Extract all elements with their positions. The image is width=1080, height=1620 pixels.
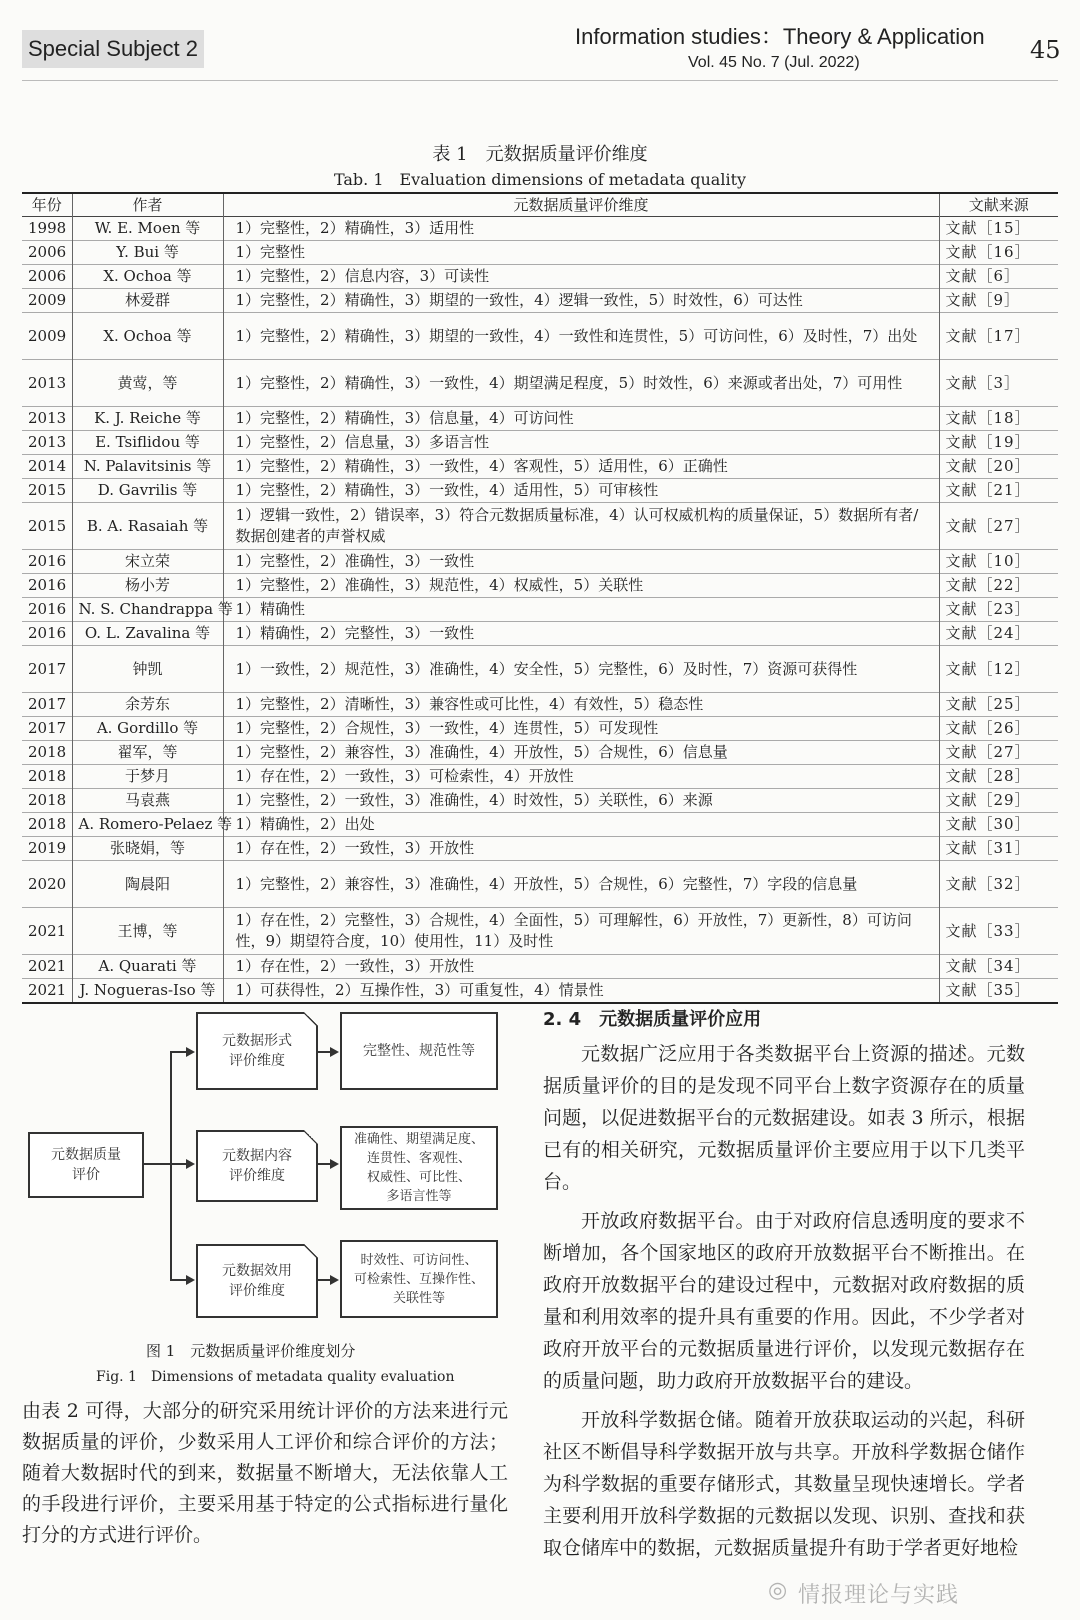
cell-year: 2006 <box>22 241 72 265</box>
cell-dimensions: 1）完整性，2）合规性，3）一致性，4）连贯性，5）可发现性 <box>223 717 939 741</box>
table-row <box>22 574 1058 598</box>
cell-year: 2015 <box>22 479 72 503</box>
cell-dimensions: 1）完整性，2）精确性，3）一致性，4）客观性，5）适用性，6）正确性 <box>223 455 939 479</box>
diagram-arrow <box>330 1275 339 1285</box>
cell-dimensions: 1）完整性，2）兼容性，3）准确性，4）开放性，5）合规性，6）信息量 <box>223 741 939 765</box>
diagram-detail-content-text: 准确性、期望满足度、 连贯性、客观性、 权威性、可比性、 多语言性等 <box>353 1132 484 1204</box>
diagram-connector <box>142 1163 170 1165</box>
table-header-row <box>22 193 1058 217</box>
cell-author: D. Gavrilis 等 <box>72 479 223 503</box>
cell-author: 杨小芳 <box>72 574 223 598</box>
cell-author: N. Palavitsinis 等 <box>72 455 223 479</box>
table-row <box>22 979 1058 1004</box>
table-caption-cn: 表 1 元数据质量评价维度 <box>432 144 648 165</box>
cell-dimensions: 1）完整性，2）精确性，3）一致性，4）适用性，5）可审核性 <box>223 479 939 503</box>
cell-dimensions: 1）完整性，2）信息量，3）多语言性 <box>223 431 939 455</box>
cell-year: 2017 <box>22 693 72 717</box>
cell-source: 文献［3］ <box>939 360 1058 407</box>
cell-year: 2016 <box>22 598 72 622</box>
cell-year: 2018 <box>22 789 72 813</box>
diagram-connector <box>170 1279 186 1281</box>
diagram-branch-utility-label: 元数据效用 评价维度 <box>222 1263 292 1299</box>
table-row <box>22 431 1058 455</box>
cell-dimensions: 1）精确性，2）出处 <box>223 813 939 837</box>
table-row <box>22 241 1058 265</box>
cell-dimensions: 1）精确性，2）完整性，3）一致性 <box>223 622 939 646</box>
cell-source: 文献［6］ <box>939 265 1058 289</box>
cell-year: 2006 <box>22 265 72 289</box>
cell-year: 2013 <box>22 407 72 431</box>
col-header-year: 年份 <box>22 193 72 217</box>
cell-year: 2018 <box>22 741 72 765</box>
cell-author: 张晓娟，等 <box>72 837 223 861</box>
cell-author: O. L. Zavalina 等 <box>72 622 223 646</box>
diagram-branch-content-label: 元数据内容 评价维度 <box>222 1148 292 1184</box>
cell-dimensions: 1）完整性，2）精确性，3）信息量，4）可访问性 <box>223 407 939 431</box>
diagram-arrow <box>186 1159 195 1169</box>
cell-author: 翟军，等 <box>72 741 223 765</box>
cell-source: 文献［27］ <box>939 741 1058 765</box>
diagram-branch-form-label: 元数据形式 评价维度 <box>222 1033 292 1069</box>
table-row <box>22 550 1058 574</box>
diagram-detail-content <box>340 1126 498 1210</box>
cell-author: 钟凯 <box>72 646 223 693</box>
diagram-connector <box>316 1051 330 1053</box>
diagram-arrow <box>330 1047 339 1057</box>
cell-author: A. Quarati 等 <box>72 955 223 979</box>
table-row <box>22 646 1058 693</box>
table-row <box>22 217 1058 241</box>
cell-source: 文献［19］ <box>939 431 1058 455</box>
cell-year: 2017 <box>22 646 72 693</box>
wechat-icon: ◎ <box>768 1578 788 1603</box>
diagram-root-label: 元数据质量 评价 <box>51 1147 121 1183</box>
cell-source: 文献［29］ <box>939 789 1058 813</box>
cell-author: 马袁燕 <box>72 789 223 813</box>
cell-source: 文献［34］ <box>939 955 1058 979</box>
cell-year: 2016 <box>22 550 72 574</box>
cell-dimensions: 1）一致性，2）规范性，3）准确性，4）安全性，5）完整性，6）及时性，7）资源可获得性 <box>223 646 939 693</box>
cell-year: 2013 <box>22 431 72 455</box>
table-row <box>22 908 1058 955</box>
cell-source: 文献［24］ <box>939 622 1058 646</box>
cell-dimensions: 1）存在性，2）一致性，3）可检索性，4）开放性 <box>223 765 939 789</box>
table-row <box>22 313 1058 360</box>
section-paragraph: 开放科学数据仓储。随着开放获取运动的兴起，科研社区不断倡导科学数据开放与共享。开放科学数据仓储作为科学数据的重要存储形式，其数量呈现快速增长。学者主要利用开放科学数据的元数据以发现、识别、查找和获取仓储库中的数据，元数据质量提升有助于学者更好地检 <box>543 1409 1025 1559</box>
table-row <box>22 861 1058 908</box>
table-caption-en: Tab. 1 Evaluation dimensions of metadata quality <box>333 170 747 189</box>
diagram-arrow <box>186 1275 195 1285</box>
col-header-dimensions: 元数据质量评价维度 <box>223 193 939 217</box>
diagram-detail-form-text: 完整性、规范性等 <box>363 1043 475 1059</box>
cell-dimensions: 1）完整性，2）准确性，3）规范性，4）权威性，5）关联性 <box>223 574 939 598</box>
cell-source: 文献［21］ <box>939 479 1058 503</box>
journal-title: Information studies：Theory & Application <box>575 24 985 49</box>
cell-dimensions: 1）完整性，2）精确性，3）期望的一致性，4）一致性和连贯性，5）可访问性，6）及时性，7）出处 <box>223 313 939 360</box>
col-header-author: 作者 <box>72 193 223 217</box>
table-row <box>22 955 1058 979</box>
cell-dimensions: 1）完整性 <box>223 241 939 265</box>
diagram-arrow <box>330 1159 339 1169</box>
cell-author: 陶晨阳 <box>72 861 223 908</box>
cell-author: X. Ochoa 等 <box>72 313 223 360</box>
cell-dimensions: 1）逻辑一致性，2）错误率，3）符合元数据质量标准，4）认可权威机构的质量保证，5）数据所有者/数据创建者的声誉权威 <box>223 503 939 550</box>
cell-source: 文献［35］ <box>939 979 1058 1004</box>
cell-dimensions: 1）完整性，2）兼容性，3）准确性，4）开放性，5）合规性，6）完整性，7）字段的信息量 <box>223 861 939 908</box>
cell-year: 2021 <box>22 908 72 955</box>
cell-dimensions: 1）存在性，2）一致性，3）开放性 <box>223 955 939 979</box>
cell-author: 余芳东 <box>72 693 223 717</box>
cell-source: 文献［28］ <box>939 765 1058 789</box>
section-2-4 <box>543 1006 1025 1571</box>
cell-year: 2013 <box>22 360 72 407</box>
cell-source: 文献［26］ <box>939 717 1058 741</box>
cell-source: 文献［30］ <box>939 813 1058 837</box>
cell-dimensions: 1）存在性，2）完整性，3）合规性，4）全面性，5）可理解性，6）开放性，7）更新性，8）可访问性，9）期望符合度，10）使用性，11）及时性 <box>223 908 939 955</box>
cell-source: 文献［16］ <box>939 241 1058 265</box>
watermark: 情报理论与实践 <box>798 1583 960 1608</box>
metadata-quality-table <box>22 192 1058 1004</box>
cell-year: 2020 <box>22 861 72 908</box>
table-row <box>22 407 1058 431</box>
table-row <box>22 717 1058 741</box>
diagram-root-node <box>28 1132 144 1198</box>
section-paragraph: 开放政府数据平台。由于对政府信息透明度的要求不断增加，各个国家地区的政府开放数据平台不断推出。在政府开放数据平台的建设过程中，元数据对政府数据的质量和利用效率的提升具有重要的作用。因此，不少学者对政府开放平台的元数据质量进行评价，以发现元数据存在的质量问题，助力政府开放数据平台的建设。 <box>543 1210 1025 1392</box>
figure-caption-cn: 图 1 元数据质量评价维度划分 <box>146 1342 356 1360</box>
figure-caption-en: Fig. 1 Dimensions of metadata quality evaluation <box>96 1369 455 1385</box>
cell-dimensions: 1）完整性，2）精确性，3）一致性，4）期望满足程度，5）时效性，6）来源或者出处，7）可用性 <box>223 360 939 407</box>
cell-year: 2021 <box>22 955 72 979</box>
col-header-source: 文献来源 <box>939 193 1058 217</box>
diagram-connector <box>170 1051 186 1053</box>
cell-author: B. A. Rasaiah 等 <box>72 503 223 550</box>
cell-source: 文献［22］ <box>939 574 1058 598</box>
table-row <box>22 265 1058 289</box>
cell-source: 文献［33］ <box>939 908 1058 955</box>
journal-volume: Vol. 45 No. 7 (Jul. 2022) <box>688 54 860 71</box>
left-column-paragraph: 由表 2 可得，大部分的研究采用统计评价的方法来进行元数据质量的评价，少数采用人工评价和综合评价的方法；随着大数据时代的到来，数据量不断增大，无法依靠人工的手段进行评价，主要采用基于特定的公式指标进行量化打分的方式进行评价。 <box>22 1400 508 1546</box>
diagram-connector <box>316 1279 330 1281</box>
diagram-connector <box>170 1051 172 1281</box>
cell-dimensions: 1）完整性，2）精确性，3）适用性 <box>223 217 939 241</box>
diagram-branch-form <box>196 1012 318 1090</box>
table-row <box>22 622 1058 646</box>
diagram-detail-utility-text: 时效性、可访问性、 可检索性、互操作性、 关联性等 <box>353 1252 484 1306</box>
cell-dimensions: 1）完整性，2）准确性，3）一致性 <box>223 550 939 574</box>
cell-author: X. Ochoa 等 <box>72 265 223 289</box>
table-row <box>22 693 1058 717</box>
table-row <box>22 360 1058 407</box>
cell-source: 文献［25］ <box>939 693 1058 717</box>
diagram-connector <box>316 1163 330 1165</box>
cell-author: N. S. Chandrappa 等 <box>72 598 223 622</box>
table-row <box>22 813 1058 837</box>
cell-source: 文献［9］ <box>939 289 1058 313</box>
table-row <box>22 479 1058 503</box>
table-row <box>22 741 1058 765</box>
cell-author: Y. Bui 等 <box>72 241 223 265</box>
cell-source: 文献［20］ <box>939 455 1058 479</box>
page-number: 45 <box>1030 36 1061 64</box>
cell-author: A. Romero-Pelaez 等 <box>72 813 223 837</box>
cell-author: A. Gordillo 等 <box>72 717 223 741</box>
cell-source: 文献［23］ <box>939 598 1058 622</box>
cell-source: 文献［27］ <box>939 503 1058 550</box>
diagram-connector <box>170 1163 186 1165</box>
cell-source: 文献［10］ <box>939 550 1058 574</box>
cell-year: 2016 <box>22 622 72 646</box>
cell-author: 黄莺，等 <box>72 360 223 407</box>
cell-source: 文献［18］ <box>939 407 1058 431</box>
table-row <box>22 455 1058 479</box>
cell-dimensions: 1）完整性，2）清晰性，3）兼容性或可比性，4）有效性，5）稳态性 <box>223 693 939 717</box>
header-rule <box>22 80 1058 81</box>
cell-author: J. Nogueras-Iso 等 <box>72 979 223 1004</box>
table-row <box>22 289 1058 313</box>
cell-dimensions: 1）完整性，2）信息内容，3）可读性 <box>223 265 939 289</box>
cell-author: 于梦月 <box>72 765 223 789</box>
cell-author: E. Tsiflidou 等 <box>72 431 223 455</box>
section-heading: 2. 4 元数据质量评价应用 <box>543 1009 762 1030</box>
diagram-detail-utility <box>340 1240 498 1318</box>
section-tag: Special Subject 2 <box>22 30 204 68</box>
cell-author: W. E. Moen 等 <box>72 217 223 241</box>
cell-year: 2017 <box>22 717 72 741</box>
cell-year: 2018 <box>22 765 72 789</box>
cell-source: 文献［12］ <box>939 646 1058 693</box>
cell-dimensions: 1）完整性，2）精确性，3）期望的一致性，4）逻辑一致性，5）时效性，6）可达性 <box>223 289 939 313</box>
cell-year: 2014 <box>22 455 72 479</box>
table-row <box>22 503 1058 550</box>
diagram-arrow <box>186 1047 195 1057</box>
table-row <box>22 837 1058 861</box>
cell-year: 2018 <box>22 813 72 837</box>
cell-year: 2015 <box>22 503 72 550</box>
cell-source: 文献［31］ <box>939 837 1058 861</box>
cell-year: 2021 <box>22 979 72 1004</box>
cell-source: 文献［32］ <box>939 861 1058 908</box>
diagram-branch-content <box>196 1130 318 1202</box>
cell-year: 2009 <box>22 289 72 313</box>
table-row <box>22 598 1058 622</box>
cell-dimensions: 1）精确性 <box>223 598 939 622</box>
cell-year: 2009 <box>22 313 72 360</box>
cell-author: 宋立荣 <box>72 550 223 574</box>
section-paragraph: 元数据广泛应用于各类数据平台上资源的描述。元数据质量评价的目的是发现不同平台上数字资源存在的质量问题，以促进数据平台的元数据建设。如表 3 所示，根据已有的相关研究，元数据质量评价主要应用于以下几类平台。 <box>543 1043 1025 1193</box>
table-row <box>22 765 1058 789</box>
cell-dimensions: 1）存在性，2）一致性，3）开放性 <box>223 837 939 861</box>
cell-year: 1998 <box>22 217 72 241</box>
diagram-detail-form <box>340 1012 498 1090</box>
cell-dimensions: 1）可获得性，2）互操作性，3）可重复性，4）情景性 <box>223 979 939 1004</box>
cell-source: 文献［15］ <box>939 217 1058 241</box>
cell-source: 文献［17］ <box>939 313 1058 360</box>
cell-author: 王博，等 <box>72 908 223 955</box>
cell-author: K. J. Reiche 等 <box>72 407 223 431</box>
table-row <box>22 789 1058 813</box>
cell-year: 2016 <box>22 574 72 598</box>
diagram-branch-utility <box>196 1244 318 1318</box>
cell-dimensions: 1）完整性，2）一致性，3）准确性，4）时效性，5）关联性，6）来源 <box>223 789 939 813</box>
cell-year: 2019 <box>22 837 72 861</box>
cell-author: 林爱群 <box>72 289 223 313</box>
